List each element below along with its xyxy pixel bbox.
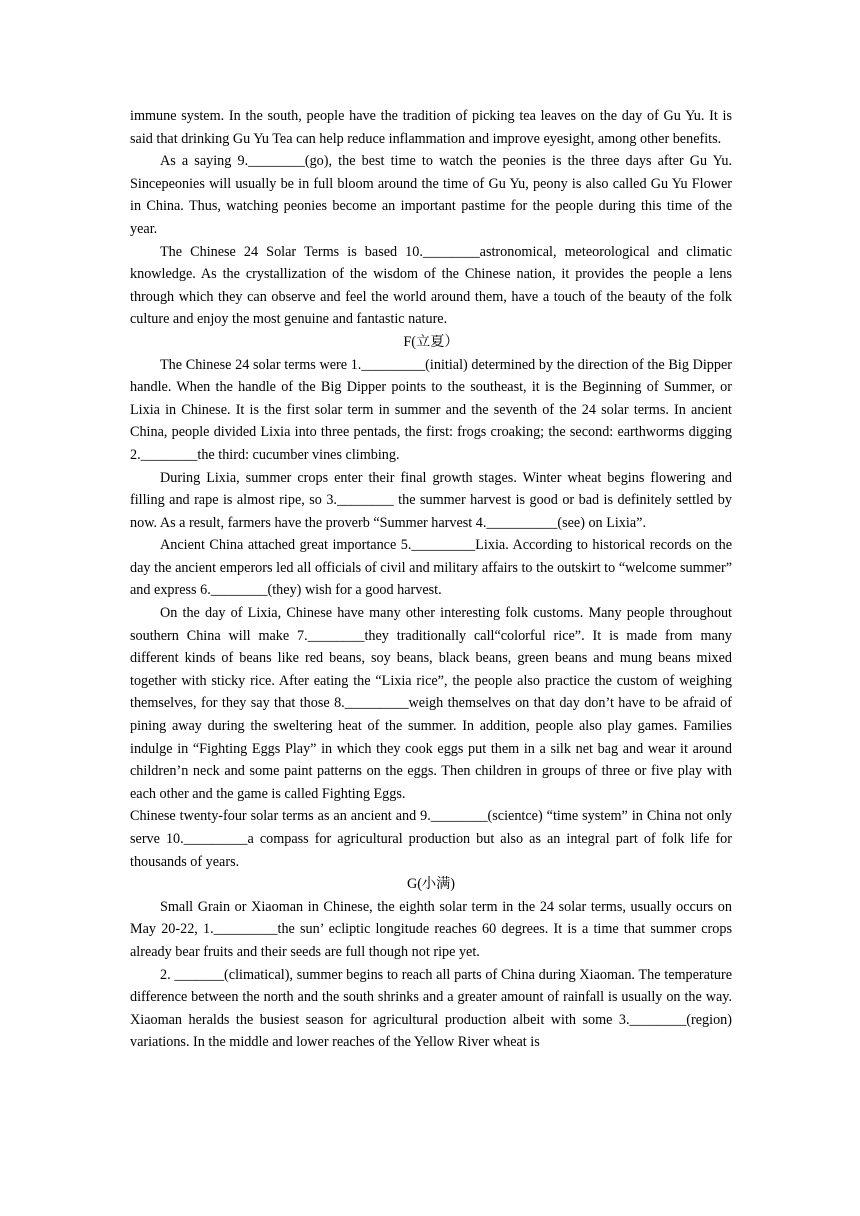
paragraph-lixia-customs: On the day of Lixia, Chinese have many other interesting folk customs. Many people throughout southern China will make 7.________they traditionally call“colorful rice”. It is made from many different kinds of beans like red beans, soy beans, black beans, green beans and mung beans mixed together with sticky rice. After eating the “Lixia rice”, the people also practice the custom of weighing themselves, for they say that those 8._________weigh themselves on that day don’t have to be afraid of pining away during the sweltering heat of the summer. In addition, people also play games. Families indulge in “Fighting Eggs Play” in which they cook eggs put them in a silk net bag and wear it around children’n neck and some paint patterns on the eggs. Then children in groups of three or five play with each other and the game is called Fighting Eggs. [130, 605, 732, 802]
paragraph-gu-yu-tea: immune system. In the south, people have the tradition of picking tea leaves on the day of Gu Yu. It is said that drinking Gu Yu Tea can help reduce inflammation and improve eyesight, among other benefits. [130, 108, 732, 147]
paragraph-lixia-emperors: Ancient China attached great importance 5._________Lixia. According to historical records on the day the ancient emperors led all officials of civil and military affairs to the outskirt to “welcome summer” and express 6.________(they) wish for a good harvest. [130, 537, 732, 599]
section-heading-f: F(立夏） [403, 333, 459, 350]
document-page [130, 105, 732, 1054]
paragraph-peonies: As a saying 9.________(go), the best time to watch the peonies is the three days after Gu Yu. Sincepeonies will usually be in full bloom around the time of Gu Yu, peony is also called Gu Yu Flower in China. Thus, watching peonies become an important pastime for the people during this time of the year. [130, 153, 732, 237]
paragraph-xiaoman-intro: Small Grain or Xiaoman in Chinese, the eighth solar term in the 24 solar terms, usually occurs on May 20-22, 1._________the sun’ ecliptic longitude reaches 60 degrees. It is a time that summer crops already bear fruits and their seeds are full though not ripe yet. [130, 898, 732, 960]
paragraph-lixia-intro: The Chinese 24 solar terms were 1._________(initial) determined by the direction of the Big Dipper handle. When the handle of the Big Dipper points to the southeast, it is the Beginning of Summer, or Lixia in Chinese. It is the first solar term in summer and the seventh of the 24 solar terms. In ancient China, people divided Lixia into three pentads, the first: frogs croaking; the second: earthworms digging 2.________the third: cucumber vines climbing. [130, 356, 732, 463]
paragraph-xiaoman-climate: 2. _______(climatical), summer begins to reach all parts of China during Xiaoman. The temperature difference between the north and the south shrinks and a greater amount of rainfall is usually on the way. Xiaoman heralds the busiest season for agricultural production albeit with some 3.________(region) variations. In the middle and lower reaches of the Yellow River wheat is [130, 966, 732, 1051]
paragraph-lixia-crops: During Lixia, summer crops enter their final growth stages. Winter wheat begins flowering and filling and rape is almost ripe, so 3.________ the summer harvest is good or bad is definitely settled by now. As a result, farmers have the proverb “Summer harvest 4.__________(see) on Lixia”. [130, 469, 732, 531]
section-heading-g: G(小满) [406, 876, 456, 893]
paragraph-solar-terms-knowledge: The Chinese 24 Solar Terms is based 10.________astronomical, meteorological and climatic knowledge. As the crystallization of the wisdom of the Chinese nation, it provides the people a lens through which they can observe and feel the world around them, have a touch of the beauty of the folk culture and enjoy the most genuine and fantastic nature. [130, 243, 732, 328]
paragraph-time-system: Chinese twenty-four solar terms as an ancient and 9.________(scientce) “time system” in China not only serve 10._________a compass for agricultural production but also as an integral part of folk life for thousands of years. [130, 808, 732, 870]
